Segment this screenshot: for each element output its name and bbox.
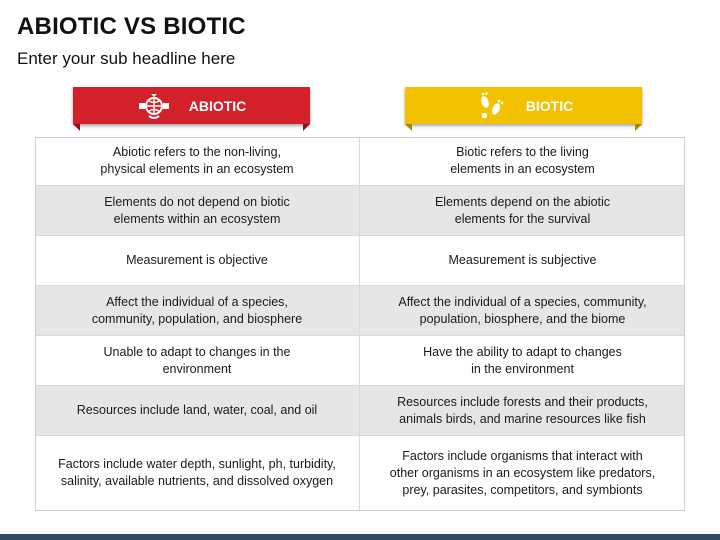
biotic-cell: Measurement is subjective [360, 236, 685, 286]
footer-bar [0, 534, 720, 540]
table-row [35, 436, 685, 511]
table-row [35, 236, 685, 286]
abiotic-header [73, 87, 310, 124]
table-row [35, 386, 685, 436]
biotic-cell: Biotic refers to the living elements in an ecosystem [360, 137, 685, 186]
table-row [35, 286, 685, 336]
header-fold-left [405, 124, 412, 131]
biotic-cell: Have the ability to adapt to changes in the environment [360, 336, 685, 386]
abiotic-cell: Affect the individual of a species, community, population, and biosphere [35, 286, 360, 336]
abiotic-cell: Elements do not depend on biotic elements within an ecosystem [35, 186, 360, 236]
abiotic-header-label: ABIOTIC [188, 97, 247, 114]
planet-ecosystem-icon [137, 91, 171, 121]
biotic-cell: Factors include organisms that interact with other organisms in an ecosystem like predators, prey, parasites, competitors, and symbionts [360, 436, 685, 511]
slide-title: ABIOTIC VS BIOTIC [17, 13, 246, 40]
header-fold-right [635, 124, 642, 131]
biotic-cell: Resources include forests and their products, animals birds, and marine resources like fish [360, 386, 685, 436]
header-fold-left [73, 124, 80, 131]
biotic-cell: Affect the individual of a species, community, population, biosphere, and the biome [360, 286, 685, 336]
abiotic-cell: Resources include land, water, coal, and oil [35, 386, 360, 436]
table-row [35, 137, 685, 186]
header-fold-right [303, 124, 310, 131]
abiotic-cell: Abiotic refers to the non-living, physical elements in an ecosystem [35, 137, 360, 186]
biotic-header [405, 87, 642, 124]
abiotic-cell: Measurement is objective [35, 236, 360, 286]
table-row [35, 186, 685, 236]
slide-subtitle: Enter your sub headline here [17, 49, 236, 68]
abiotic-cell: Factors include water depth, sunlight, ph, turbidity, salinity, available nutrients, and dissolved oxygen [35, 436, 360, 511]
footprints-icon [474, 91, 508, 121]
table-row [35, 336, 685, 386]
biotic-cell: Elements depend on the abiotic elements for the survival [360, 186, 685, 236]
comparison-table [35, 137, 685, 511]
abiotic-cell: Unable to adapt to changes in the environment [35, 336, 360, 386]
biotic-header-label: BIOTIC [525, 97, 574, 114]
